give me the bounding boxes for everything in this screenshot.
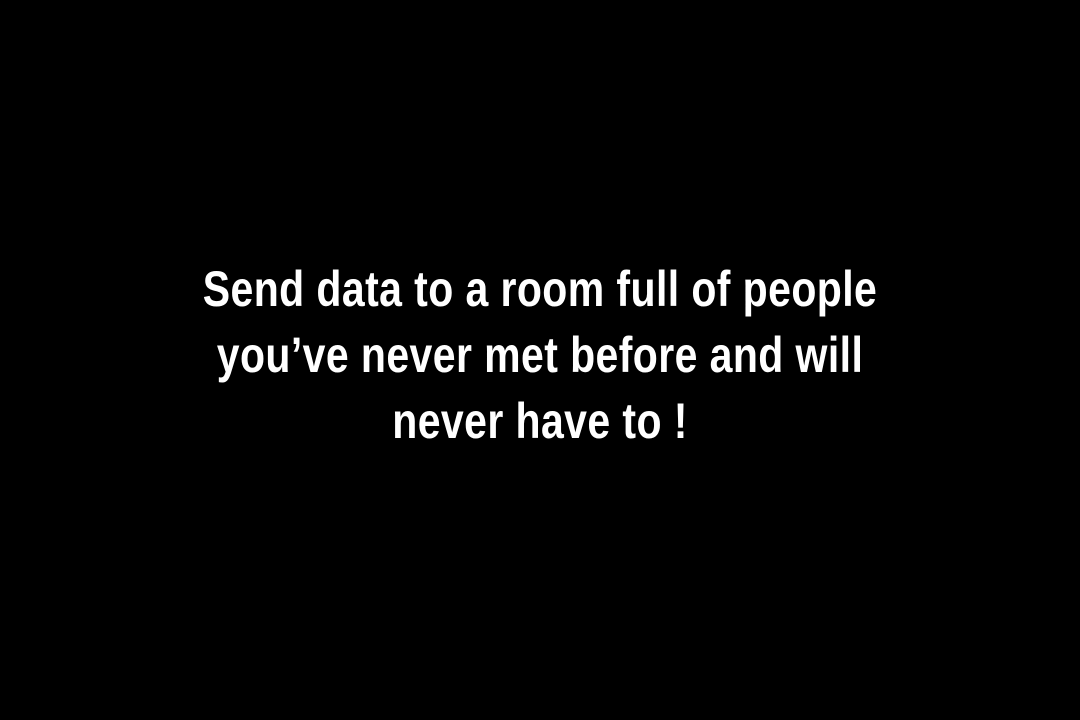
message-line-2: you’ve never met before and will xyxy=(216,327,864,383)
slide-message xyxy=(0,256,1080,454)
message-line-1: Send data to a room full of people xyxy=(202,261,878,317)
message-line-3: never have to ! xyxy=(392,393,688,449)
